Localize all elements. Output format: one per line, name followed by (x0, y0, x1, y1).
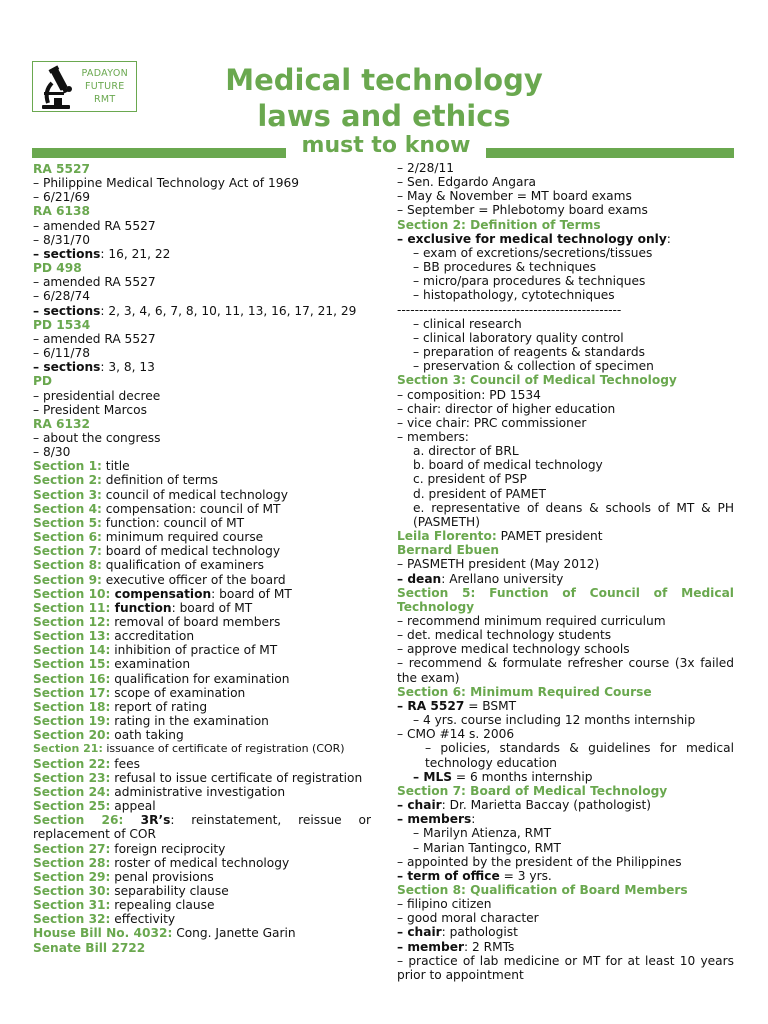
item-text: e. representative of deans & schools of MT & PH (PASMETH) (413, 500, 734, 529)
section-heading: Bernard Ebuen (397, 543, 500, 558)
list-item (33, 459, 371, 473)
section-heading: Section 12: (33, 615, 111, 629)
list-item (33, 657, 371, 671)
item-text: – clinical laboratory quality control (413, 330, 624, 345)
item-text: – presidential decree (33, 388, 161, 403)
item-text: title (101, 459, 130, 474)
logo-line: RMT (93, 94, 116, 105)
section-heading: Section 3: Council of Medical Technology (397, 373, 677, 388)
list-item (33, 728, 371, 742)
item-text: – members: (397, 429, 469, 444)
item-text: compensation: council of MT (101, 501, 281, 516)
page-subtitle: must to know (301, 133, 471, 158)
section-heading: PD 1534 (33, 317, 91, 332)
list-item (33, 346, 371, 360)
list-item (397, 402, 734, 416)
bold-term: – chair (397, 925, 442, 940)
section-heading: Section 15: (33, 657, 111, 672)
item-text: : (471, 812, 476, 827)
list-item (33, 530, 371, 544)
section-heading: Section 28: (33, 855, 111, 870)
list-item (397, 543, 734, 557)
item-text: qualification of examiners (101, 558, 264, 573)
list-item (397, 203, 734, 217)
item-text: definition of terms (101, 473, 218, 488)
divider-bar-left (32, 148, 286, 158)
item-text: – 8/30 (33, 445, 71, 460)
list-item (397, 557, 734, 571)
list-item (397, 855, 734, 869)
item-text: b. board of medical technology (413, 458, 603, 473)
item-text: – BB procedures & techniques (413, 260, 597, 275)
item-text: removal of board members (110, 615, 281, 629)
item-text: – May & November = MT board exams (397, 189, 632, 204)
list-item (33, 544, 371, 558)
list-item (33, 318, 371, 332)
list-item (33, 926, 371, 940)
list-item (33, 162, 371, 176)
list-item (33, 813, 371, 841)
item-text: PAMET president (496, 529, 603, 544)
bold-term: compensation (110, 586, 212, 601)
list-item (397, 487, 734, 501)
page-title (160, 62, 608, 134)
list-item (33, 247, 371, 261)
item-text: : 16, 21, 22 (100, 246, 171, 261)
list-item (397, 317, 734, 331)
bold-term: – MLS (413, 769, 453, 784)
list-item (33, 601, 371, 615)
item-text: – recommend minimum required curriculum (397, 614, 666, 628)
list-item (33, 176, 371, 190)
item-text: separability clause (110, 883, 229, 898)
item-text: examination (110, 657, 191, 672)
item-text: – histopathology, cytotechniques (413, 288, 615, 303)
item-text: – amended RA 5527 (33, 331, 156, 346)
list-item (397, 303, 734, 317)
list-item (33, 587, 371, 601)
item-text: – 2/28/11 (397, 161, 454, 175)
list-item (33, 403, 371, 417)
section-heading: Section 5: (33, 515, 102, 530)
item-text: – 4 yrs. course including 12 months internship (413, 713, 696, 728)
list-item (33, 643, 371, 657)
list-item (33, 204, 371, 218)
item-text: d. president of PAMET (413, 486, 546, 501)
section-heading: RA 5527 (33, 162, 90, 176)
item-text: : (666, 231, 671, 246)
item-text: : Dr. Marietta Baccay (pathologist) (441, 798, 651, 813)
section-heading: RA 6132 (33, 416, 90, 431)
list-item (397, 713, 734, 727)
list-item (397, 430, 734, 444)
item-text: – 6/28/74 (33, 289, 90, 304)
item-text: penal provisions (110, 869, 214, 884)
list-item (33, 700, 371, 714)
item-text: = 3 yrs. (499, 868, 552, 883)
item-text: appeal (110, 799, 156, 814)
section-heading: Section 3: (33, 487, 102, 502)
list-item (33, 417, 371, 431)
list-item (33, 445, 371, 459)
item-text: repealing clause (110, 898, 215, 913)
item-text: effectivity (110, 912, 176, 927)
bold-term: – dean (397, 571, 442, 586)
section-heading: Section 30: (33, 883, 111, 898)
list-item (397, 388, 734, 402)
list-item (33, 615, 371, 629)
padayon-logo (32, 61, 137, 112)
list-item (397, 770, 734, 784)
section-heading: Section 24: (33, 784, 111, 799)
bold-term: – member (397, 939, 465, 954)
list-item (397, 883, 734, 897)
item-text: – September = Phlebotomy board exams (397, 203, 648, 218)
list-item (33, 431, 371, 445)
item-text: a. director of BRL (413, 444, 519, 459)
list-item (397, 869, 734, 883)
item-text: --------------------------------------------------- (397, 302, 622, 317)
item-text: roster of medical technology (110, 855, 290, 870)
item-text: Cong. Janette Garin (172, 926, 296, 941)
section-heading: Section 1: (33, 459, 102, 474)
section-heading: Section 16: (33, 671, 111, 686)
item-text: : reinstatement, reissue or replacement of COR (33, 813, 371, 842)
item-text: issuance of certificate of registration (COR) (102, 742, 345, 756)
bold-term: – sections (33, 360, 101, 375)
list-item (33, 898, 371, 912)
list-item (397, 699, 734, 713)
list-item (397, 614, 734, 628)
list-item (33, 870, 371, 884)
item-text: board of medical technology (101, 544, 281, 559)
section-heading: Section 26: (33, 813, 124, 828)
item-text: – good moral character (397, 911, 539, 926)
bold-term: – sections (33, 246, 101, 261)
section-heading: RA 6138 (33, 204, 90, 219)
item-text: : Arellano university (441, 571, 564, 586)
list-item (397, 458, 734, 472)
list-item (397, 628, 734, 642)
list-item (397, 656, 734, 684)
list-item (33, 289, 371, 303)
item-text: – amended RA 5527 (33, 275, 156, 290)
list-item (33, 686, 371, 700)
list-item (397, 472, 734, 486)
list-item (33, 573, 371, 587)
list-item (33, 799, 371, 813)
item-text: : 2, 3, 4, 6, 7, 8, 10, 11, 13, 16, 17, 21, 29 (100, 303, 357, 318)
list-item (33, 360, 371, 374)
list-item (33, 558, 371, 572)
list-item (397, 416, 734, 430)
section-heading: Section 21: (33, 742, 103, 756)
list-item (397, 218, 734, 232)
item-text: – chair: director of higher education (397, 401, 616, 416)
list-item (397, 940, 734, 954)
bold-term: – RA 5527 (397, 698, 465, 713)
bold-term: function (110, 600, 172, 615)
section-heading: PD 498 (33, 261, 82, 276)
list-item (33, 275, 371, 289)
item-text: – det. medical technology students (397, 628, 612, 643)
item-text: – preservation & collection of specimen (413, 359, 654, 374)
item-text: function: council of MT (101, 515, 245, 530)
item-text: council of medical technology (101, 487, 288, 502)
list-item (33, 304, 371, 318)
item-text: – appointed by the president of the Philippines (397, 854, 682, 869)
list-item (397, 161, 734, 175)
list-item (33, 473, 371, 487)
list-item (33, 219, 371, 233)
section-heading: Senate Bill 2722 (33, 940, 146, 955)
list-item (33, 856, 371, 870)
list-item (33, 233, 371, 247)
item-text: – filipino citizen (397, 897, 492, 912)
section-heading: Section 7: (33, 544, 102, 559)
title-line-2: laws and ethics (257, 99, 511, 133)
section-heading: Section 25: (33, 799, 111, 814)
item-text: foreign reciprocity (110, 841, 226, 856)
bold-term: 3R’s (123, 813, 171, 828)
item-text: – vice chair: PRC commissioner (397, 415, 587, 430)
section-heading: Section 19: (33, 714, 111, 729)
section-heading: PD (33, 374, 53, 389)
section-heading: Leila Florento: (397, 529, 497, 544)
logo-line: PADAYON (81, 68, 128, 79)
divider-bar-right (486, 148, 734, 158)
list-item (33, 389, 371, 403)
logo-line: FUTURE (84, 81, 125, 92)
list-item (397, 826, 734, 840)
item-text: fees (110, 756, 140, 771)
list-item (33, 502, 371, 516)
item-text: – Marian Tantingco, RMT (413, 840, 561, 855)
item-text: qualification for examination (110, 671, 290, 686)
item-text: rating in the examination (110, 714, 269, 729)
list-item (33, 261, 371, 275)
list-item (397, 727, 734, 741)
item-text: = 6 months internship (452, 769, 593, 784)
section-heading: Section 2: (33, 473, 102, 488)
list-item (33, 714, 371, 728)
item-text: – 8/31/70 (33, 232, 90, 247)
list-item (397, 685, 734, 699)
section-heading: Section 17: (33, 685, 111, 700)
section-heading: Section 20: (33, 728, 111, 743)
list-item (33, 516, 371, 530)
section-heading: Section 23: (33, 770, 111, 785)
list-item (397, 586, 734, 614)
section-heading: Section 11: (33, 600, 111, 615)
item-text: – Philippine Medical Technology Act of 1969 (33, 176, 299, 191)
list-item (397, 501, 734, 529)
list-item (33, 884, 371, 898)
section-heading: Section 6: (33, 530, 102, 545)
section-heading: Section 2: Definition of Terms (397, 217, 601, 232)
item-text: – preparation of reagents & standards (413, 345, 645, 360)
section-heading: Section 22: (33, 756, 111, 771)
list-item (397, 812, 734, 826)
list-item (397, 897, 734, 911)
right-column (397, 161, 734, 982)
list-item (397, 954, 734, 982)
subtitle-banner (32, 135, 734, 159)
bold-term: – term of office (397, 868, 500, 883)
item-text: : 2 RMTs (464, 939, 515, 954)
list-item (33, 771, 371, 785)
item-text: report of rating (110, 699, 208, 714)
list-item (33, 672, 371, 686)
list-item (33, 742, 371, 756)
item-text: – approve medical technology schools (397, 642, 630, 657)
section-heading: Section 10: (33, 586, 111, 601)
item-text: : board of MT (171, 600, 253, 615)
title-line-1: Medical technology (225, 63, 543, 97)
list-item (33, 842, 371, 856)
item-text: inhibition of practice of MT (110, 643, 278, 658)
item-text: c. president of PSP (413, 472, 527, 487)
item-text: minimum required course (101, 530, 264, 545)
section-heading: Section 31: (33, 898, 111, 913)
list-item (33, 785, 371, 799)
list-item (397, 373, 734, 387)
list-item (397, 798, 734, 812)
section-heading: Section 4: (33, 501, 102, 516)
section-heading: Section 32: (33, 912, 111, 927)
item-text: scope of examination (110, 685, 246, 700)
section-heading: Section 27: (33, 841, 111, 856)
list-item (397, 529, 734, 543)
list-item (397, 572, 734, 586)
list-item (397, 642, 734, 656)
item-text: : board of MT (211, 586, 292, 601)
list-item (397, 189, 734, 203)
item-text: administrative investigation (110, 784, 286, 799)
list-item (397, 741, 734, 769)
item-text: – President Marcos (33, 402, 147, 417)
item-text: = BSMT (464, 698, 517, 713)
item-text: executive officer of the board (101, 572, 286, 587)
list-item (397, 246, 734, 260)
list-item (397, 911, 734, 925)
section-heading: Section 9: (33, 572, 102, 587)
item-text: : pathologist (441, 925, 518, 940)
list-item (33, 941, 371, 955)
item-text: – about the congress (33, 430, 161, 445)
logo-text (82, 67, 129, 106)
list-item (397, 444, 734, 458)
list-item (397, 345, 734, 359)
item-text: – policies, standards & guidelines for medical technology education (425, 741, 734, 770)
left-column (33, 162, 371, 955)
bold-term: – sections (33, 303, 101, 318)
list-item (33, 190, 371, 204)
item-text: accreditation (110, 629, 195, 644)
list-item (397, 260, 734, 274)
item-text: – PASMETH president (May 2012) (397, 557, 600, 572)
list-item (33, 332, 371, 346)
section-heading: Section 8: (33, 558, 102, 573)
item-text: – practice of lab medicine or MT for at least 10 years prior to appointment (397, 953, 734, 982)
list-item (33, 912, 371, 926)
list-item (397, 331, 734, 345)
microscope-icon (38, 65, 78, 111)
section-heading: Section 6: Minimum Required Course (397, 684, 652, 699)
section-heading: House Bill No. 4032: (33, 926, 173, 941)
list-item (397, 274, 734, 288)
list-item (33, 757, 371, 771)
list-item (397, 359, 734, 373)
section-heading: Section 5: Function of Council of Medical Technology (397, 585, 734, 614)
item-text: – CMO #14 s. 2006 (397, 727, 515, 742)
section-heading: Section 14: (33, 643, 111, 658)
item-text: refusal to issue certificate of registration (110, 770, 363, 785)
item-text: – micro/para procedures & techniques (413, 274, 646, 289)
list-item (397, 175, 734, 189)
list-item (397, 232, 734, 246)
list-item (33, 374, 371, 388)
item-text: – composition: PD 1534 (397, 387, 541, 402)
section-heading: Section 13: (33, 629, 111, 644)
section-heading: Section 7: Board of Medical Technology (397, 783, 668, 798)
list-item (33, 488, 371, 502)
bold-term: – members (397, 812, 472, 827)
list-item (397, 288, 734, 302)
list-item (397, 925, 734, 939)
section-heading: Section 29: (33, 869, 111, 884)
item-text: – Sen. Edgardo Angara (397, 175, 536, 190)
bold-term: – chair (397, 798, 442, 813)
item-text: – 6/11/78 (33, 346, 90, 361)
list-item (397, 784, 734, 798)
item-text: – amended RA 5527 (33, 218, 156, 233)
item-text: : 3, 8, 13 (100, 360, 155, 375)
item-text: – exam of excretions/secretions/tissues (413, 245, 653, 260)
item-text: oath taking (110, 728, 184, 743)
item-text: – 6/21/69 (33, 190, 90, 205)
list-item (397, 841, 734, 855)
item-text: – recommend & formulate refresher course (3x failed the exam) (397, 656, 734, 685)
item-text: – Marilyn Atienza, RMT (413, 826, 552, 841)
bold-term: – exclusive for medical technology only (397, 231, 667, 246)
section-heading: Section 18: (33, 699, 111, 714)
list-item (33, 629, 371, 643)
item-text: – clinical research (413, 316, 522, 331)
section-heading: Section 8: Qualification of Board Members (397, 882, 688, 897)
